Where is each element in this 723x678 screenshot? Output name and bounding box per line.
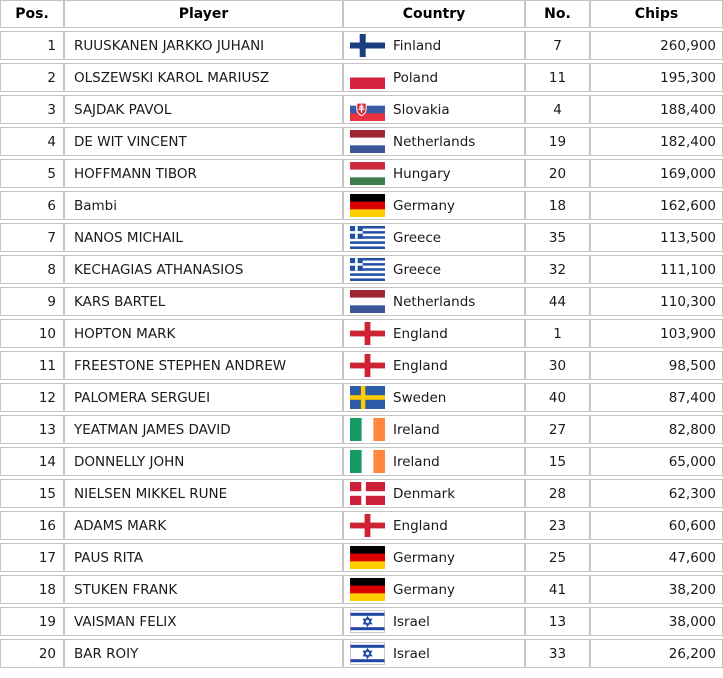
pos-cell: 5 — [0, 159, 64, 188]
country-cell — [343, 607, 525, 636]
pos-cell: 15 — [0, 479, 64, 508]
column-header-country: Country — [343, 0, 525, 28]
chips-cell: 169,000 — [590, 159, 723, 188]
germany-flag-icon — [350, 546, 385, 569]
country-label: Netherlands — [393, 293, 476, 310]
column-header-chips: Chips — [590, 0, 723, 28]
country-label: England — [393, 357, 448, 374]
pos-cell: 20 — [0, 639, 64, 668]
pos-cell: 13 — [0, 415, 64, 444]
country-wrap — [344, 386, 524, 409]
pos-cell: 10 — [0, 319, 64, 348]
greece-flag-icon — [350, 226, 385, 249]
country-label: Slovakia — [393, 101, 450, 118]
no-cell: 18 — [525, 191, 590, 220]
country-wrap — [344, 290, 524, 313]
country-cell — [343, 639, 525, 668]
table-row — [0, 543, 723, 572]
israel-flag-icon — [350, 610, 385, 633]
country-label: Germany — [393, 549, 456, 566]
netherlands-flag-icon — [350, 130, 385, 153]
chips-cell: 87,400 — [590, 383, 723, 412]
country-label: Poland — [393, 69, 439, 86]
player-cell: FREESTONE STEPHEN ANDREW — [64, 351, 343, 380]
no-cell: 40 — [525, 383, 590, 412]
header-row — [0, 0, 723, 28]
country-wrap — [344, 418, 524, 441]
table-row — [0, 479, 723, 508]
england-flag-icon — [350, 322, 385, 345]
chips-cell: 65,000 — [590, 447, 723, 476]
england-flag-icon — [350, 354, 385, 377]
country-cell — [343, 415, 525, 444]
country-cell — [343, 95, 525, 124]
slovakia-flag-icon — [350, 98, 385, 121]
player-cell: KARS BARTEL — [64, 287, 343, 316]
table-row — [0, 639, 723, 668]
sweden-flag-icon — [350, 386, 385, 409]
table-row — [0, 607, 723, 636]
country-cell — [343, 287, 525, 316]
country-label: Israel — [393, 645, 430, 662]
no-cell: 25 — [525, 543, 590, 572]
pos-cell: 6 — [0, 191, 64, 220]
country-wrap — [344, 194, 524, 217]
country-wrap — [344, 226, 524, 249]
country-cell — [343, 255, 525, 284]
pos-cell: 19 — [0, 607, 64, 636]
pos-cell: 1 — [0, 31, 64, 60]
player-cell: ADAMS MARK — [64, 511, 343, 540]
country-wrap — [344, 642, 524, 665]
country-wrap — [344, 162, 524, 185]
player-cell: KECHAGIAS ATHANASIOS — [64, 255, 343, 284]
country-label: Finland — [393, 37, 442, 54]
hungary-flag-icon — [350, 162, 385, 185]
country-wrap — [344, 354, 524, 377]
table-row — [0, 191, 723, 220]
country-cell — [343, 223, 525, 252]
no-cell: 15 — [525, 447, 590, 476]
finland-flag-icon — [350, 34, 385, 57]
no-cell: 33 — [525, 639, 590, 668]
player-cell: HOFFMANN TIBOR — [64, 159, 343, 188]
player-cell: RUUSKANEN JARKKO JUHANI — [64, 31, 343, 60]
table-row — [0, 223, 723, 252]
pos-cell: 2 — [0, 63, 64, 92]
player-cell: STUKEN FRANK — [64, 575, 343, 604]
no-cell: 19 — [525, 127, 590, 156]
country-wrap — [344, 98, 524, 121]
country-label: Greece — [393, 229, 442, 246]
chips-cell: 195,300 — [590, 63, 723, 92]
germany-flag-icon — [350, 194, 385, 217]
chips-cell: 260,900 — [590, 31, 723, 60]
pos-cell: 3 — [0, 95, 64, 124]
country-wrap — [344, 130, 524, 153]
player-cell: NIELSEN MIKKEL RUNE — [64, 479, 343, 508]
chips-cell: 182,400 — [590, 127, 723, 156]
table-row — [0, 383, 723, 412]
table-row — [0, 31, 723, 60]
table-row — [0, 95, 723, 124]
chips-cell: 26,200 — [590, 639, 723, 668]
table-row — [0, 319, 723, 348]
country-cell — [343, 447, 525, 476]
poland-flag-icon — [350, 66, 385, 89]
chips-cell: 38,000 — [590, 607, 723, 636]
chips-cell: 62,300 — [590, 479, 723, 508]
table-header — [0, 0, 723, 28]
country-wrap — [344, 258, 524, 281]
country-cell — [343, 543, 525, 572]
table-row — [0, 575, 723, 604]
pos-cell: 18 — [0, 575, 64, 604]
country-label: Greece — [393, 261, 442, 278]
chips-cell: 111,100 — [590, 255, 723, 284]
no-cell: 28 — [525, 479, 590, 508]
country-label: Germany — [393, 581, 456, 598]
pos-cell: 17 — [0, 543, 64, 572]
table-row — [0, 63, 723, 92]
country-cell — [343, 31, 525, 60]
table-row — [0, 159, 723, 188]
table-row — [0, 127, 723, 156]
ireland-flag-icon — [350, 450, 385, 473]
country-wrap — [344, 450, 524, 473]
table-row — [0, 351, 723, 380]
country-cell — [343, 575, 525, 604]
table-row — [0, 415, 723, 444]
no-cell: 41 — [525, 575, 590, 604]
player-cell: VAISMAN FELIX — [64, 607, 343, 636]
player-cell: OLSZEWSKI KAROL MARIUSZ — [64, 63, 343, 92]
chips-cell: 82,800 — [590, 415, 723, 444]
country-wrap — [344, 482, 524, 505]
country-wrap — [344, 66, 524, 89]
pos-cell: 7 — [0, 223, 64, 252]
chips-cell: 60,600 — [590, 511, 723, 540]
column-header-pos: Pos. — [0, 0, 64, 28]
country-label: England — [393, 325, 448, 342]
no-cell: 1 — [525, 319, 590, 348]
no-cell: 27 — [525, 415, 590, 444]
country-label: Netherlands — [393, 133, 476, 150]
netherlands-flag-icon — [350, 290, 385, 313]
country-cell — [343, 511, 525, 540]
no-cell: 35 — [525, 223, 590, 252]
table-row — [0, 255, 723, 284]
no-cell: 32 — [525, 255, 590, 284]
country-wrap — [344, 578, 524, 601]
greece-flag-icon — [350, 258, 385, 281]
chips-cell: 47,600 — [590, 543, 723, 572]
country-wrap — [344, 34, 524, 57]
country-wrap — [344, 546, 524, 569]
country-cell — [343, 191, 525, 220]
pos-cell: 4 — [0, 127, 64, 156]
pos-cell: 16 — [0, 511, 64, 540]
no-cell: 23 — [525, 511, 590, 540]
germany-flag-icon — [350, 578, 385, 601]
player-cell: YEATMAN JAMES DAVID — [64, 415, 343, 444]
country-wrap — [344, 610, 524, 633]
chips-cell: 113,500 — [590, 223, 723, 252]
country-label: Hungary — [393, 165, 451, 182]
denmark-flag-icon — [350, 482, 385, 505]
country-label: Germany — [393, 197, 456, 214]
no-cell: 11 — [525, 63, 590, 92]
country-label: Denmark — [393, 485, 456, 502]
country-label: England — [393, 517, 448, 534]
country-wrap — [344, 322, 524, 345]
player-cell: Bambi — [64, 191, 343, 220]
chips-cell: 110,300 — [590, 287, 723, 316]
pos-cell: 12 — [0, 383, 64, 412]
country-wrap — [344, 514, 524, 537]
pos-cell: 9 — [0, 287, 64, 316]
no-cell: 30 — [525, 351, 590, 380]
pos-cell: 8 — [0, 255, 64, 284]
player-cell: SAJDAK PAVOL — [64, 95, 343, 124]
country-cell — [343, 63, 525, 92]
no-cell: 4 — [525, 95, 590, 124]
country-cell — [343, 159, 525, 188]
player-cell: DONNELLY JOHN — [64, 447, 343, 476]
country-cell — [343, 479, 525, 508]
country-cell — [343, 383, 525, 412]
no-cell: 20 — [525, 159, 590, 188]
chips-cell: 162,600 — [590, 191, 723, 220]
player-cell: DE WIT VINCENT — [64, 127, 343, 156]
pos-cell: 11 — [0, 351, 64, 380]
country-label: Sweden — [393, 389, 447, 406]
no-cell: 13 — [525, 607, 590, 636]
pos-cell: 14 — [0, 447, 64, 476]
chips-cell: 188,400 — [590, 95, 723, 124]
country-label: Ireland — [393, 421, 440, 438]
chips-cell: 38,200 — [590, 575, 723, 604]
column-header-no: No. — [525, 0, 590, 28]
table-row — [0, 287, 723, 316]
player-cell: NANOS MICHAIL — [64, 223, 343, 252]
england-flag-icon — [350, 514, 385, 537]
player-cell: HOPTON MARK — [64, 319, 343, 348]
player-cell: BAR ROIY — [64, 639, 343, 668]
country-label: Israel — [393, 613, 430, 630]
country-cell — [343, 351, 525, 380]
no-cell: 7 — [525, 31, 590, 60]
table-row — [0, 447, 723, 476]
table-body — [0, 31, 723, 668]
column-header-player: Player — [64, 0, 343, 28]
player-cell: PAUS RITA — [64, 543, 343, 572]
chips-cell: 103,900 — [590, 319, 723, 348]
ireland-flag-icon — [350, 418, 385, 441]
player-cell: PALOMERA SERGUEI — [64, 383, 343, 412]
no-cell: 44 — [525, 287, 590, 316]
country-cell — [343, 319, 525, 348]
chips-cell: 98,500 — [590, 351, 723, 380]
israel-flag-icon — [350, 642, 385, 665]
table-row — [0, 511, 723, 540]
country-label: Ireland — [393, 453, 440, 470]
country-cell — [343, 127, 525, 156]
